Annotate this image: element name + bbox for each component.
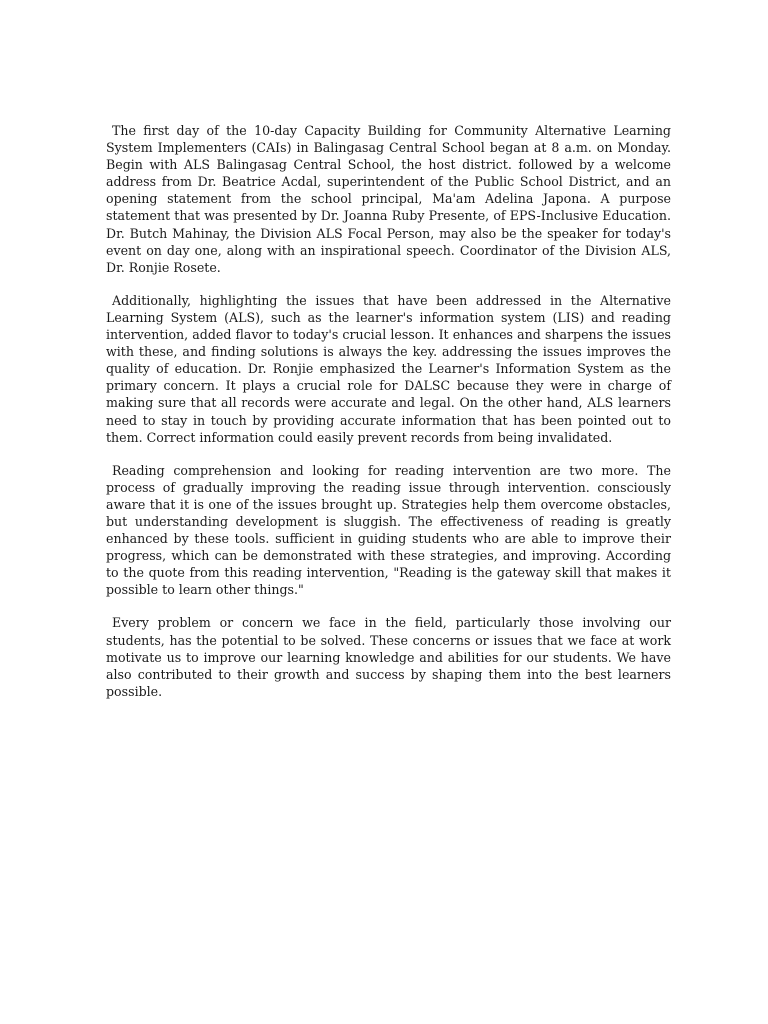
paragraph-issues-addressed: Additionally, highlighting the issues that have been addressed in the Alternative Learning System (ALS), such as the learner's information system (LIS) and reading intervention, added flavor to today's crucial lesson. It enhances and sharpens the issues with these, and finding solutions is always the key. addressing the issues improves the quality of education. Dr. Ronjie emphasized the Learner's Information System as the primary concern. It plays a crucial role for DALSC because they were in charge of making sure that all records were accurate and legal. On the other hand, ALS learners need to stay in touch by providing accurate information that has been pointed out to them. Correct information could easily prevent records from being invalidated.: [106, 292, 671, 445]
document-body: [106, 122, 671, 716]
paragraph-opening-day: The first day of the 10-day Capacity Building for Community Alternative Learning System Implementers (CAIs) in Balingasag Central School began at 8 a.m. on Monday. Begin with ALS Balingasag Central School, the host district. followed by a welcome address from Dr. Beatrice Acdal, superintendent of the Public School District, and an opening statement from the school principal, Ma'am Adelina Japona. A purpose statement that was presented by Dr. Joanna Ruby Presente, of EPS-Inclusive Education. Dr. Butch Mahinay, the Division ALS Focal Person, may also be the speaker for today's event on day one, along with an inspirational speech. Coordinator of the Division ALS, Dr. Ronjie Rosete.: [106, 123, 671, 275]
paragraph-conclusion: Every problem or concern we face in the field, particularly those involving our students, has the potential to be solved. These concerns or issues that we face at work motivate us to improve our learning knowledge and abilities for our students. We have also contributed to their growth and success by shaping them into the best learners possible.: [106, 615, 671, 699]
paragraph-reading-intervention: Reading comprehension and looking for reading intervention are two more. The process of gradually improving the reading issue through intervention. consciously aware that it is one of the issues brought up. Strategies help them overcome obstacles, but understanding development is sluggish. The effectiveness of reading is greatly enhanced by these tools. sufficient in guiding students who are able to improve their progress, which can be demonstrated with these strategies, and improving. According to the quote from this reading intervention, "Reading is the gateway skill that makes it possible to learn other things.": [106, 462, 671, 598]
